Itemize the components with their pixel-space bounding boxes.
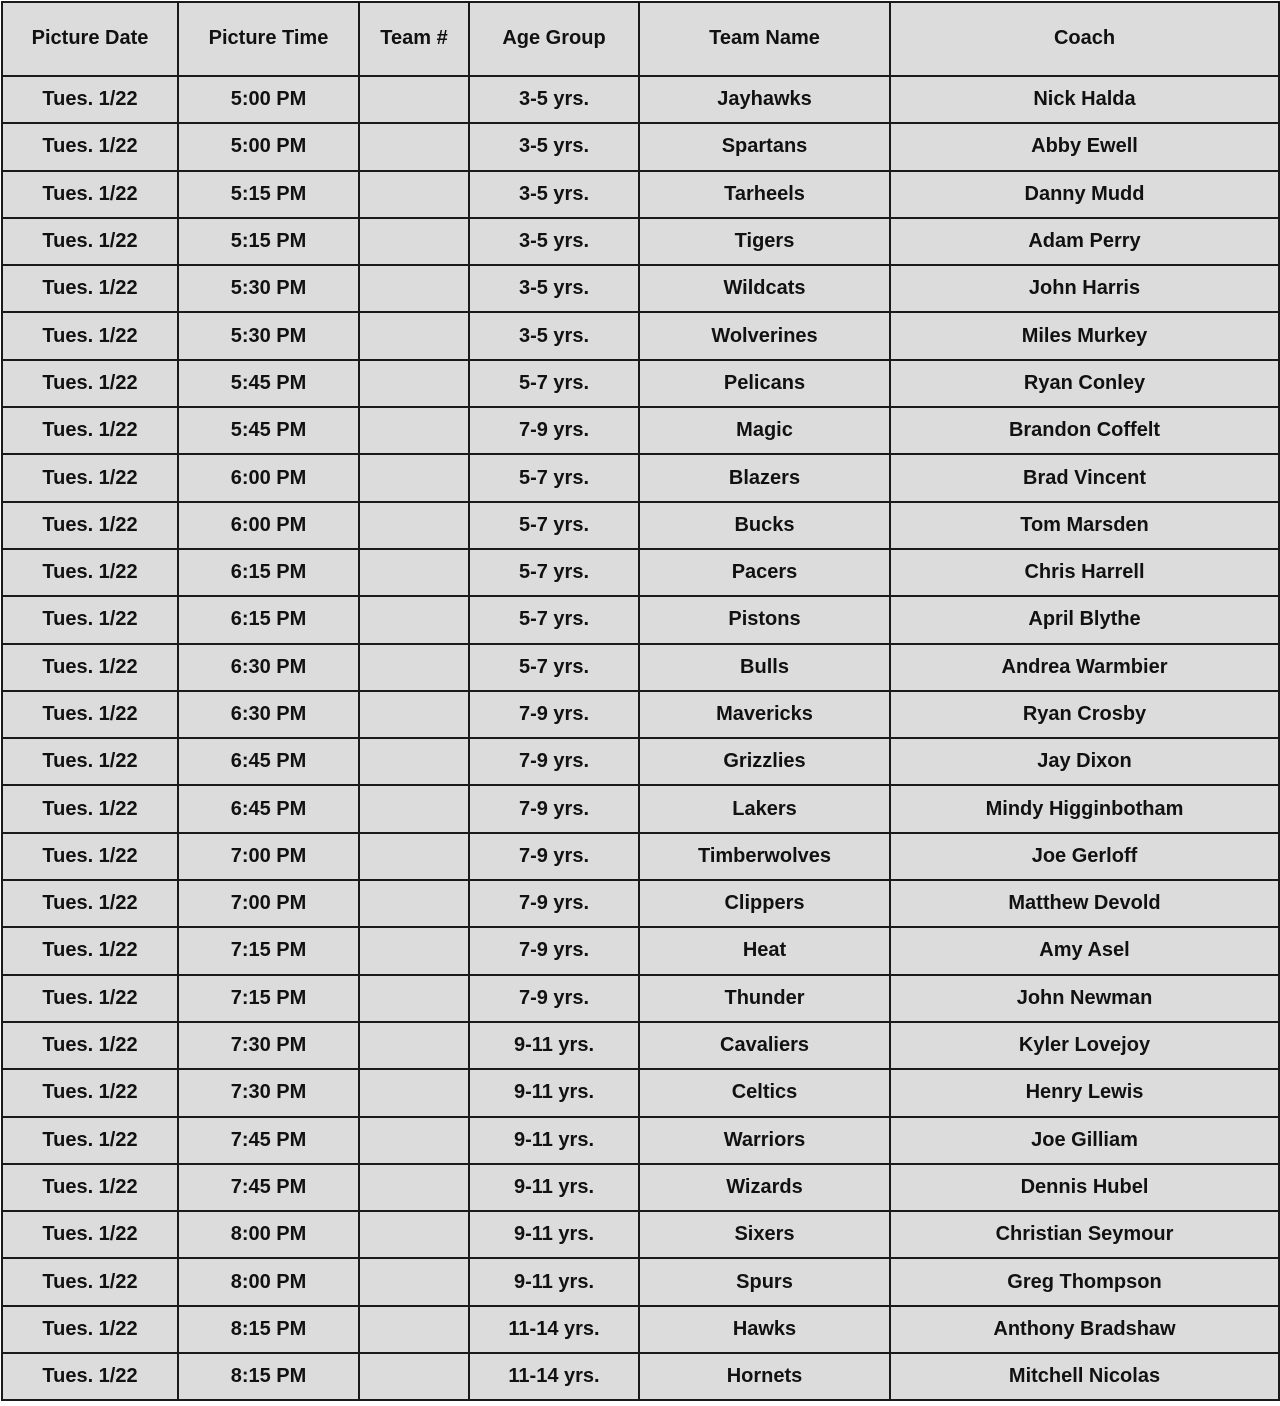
team-name-cell: Lakers [639, 785, 890, 832]
team-name-cell: Jayhawks [639, 76, 890, 123]
table-row [2, 833, 1279, 880]
team-name-cell: Sixers [639, 1211, 890, 1258]
table-row [2, 502, 1279, 549]
team-name-cell: Tigers [639, 218, 890, 265]
team-number-cell [359, 1306, 469, 1353]
header-coach: Coach [890, 2, 1279, 76]
age-group-cell: 9-11 yrs. [469, 1211, 639, 1258]
team-name-cell: Wolverines [639, 312, 890, 359]
header-picture-time: Picture Time [178, 2, 359, 76]
team-name-cell: Grizzlies [639, 738, 890, 785]
coach-cell: Brad Vincent [890, 454, 1279, 501]
picture-time-cell: 5:30 PM [178, 265, 359, 312]
coach-cell: Chris Harrell [890, 549, 1279, 596]
team-number-cell [359, 549, 469, 596]
age-group-cell: 3-5 yrs. [469, 312, 639, 359]
team-number-cell [359, 265, 469, 312]
team-name-cell: Hornets [639, 1353, 890, 1400]
coach-cell: Brandon Coffelt [890, 407, 1279, 454]
team-name-cell: Wizards [639, 1164, 890, 1211]
table-row [2, 785, 1279, 832]
picture-date-cell: Tues. 1/22 [2, 833, 178, 880]
team-name-cell: Spartans [639, 123, 890, 170]
picture-time-cell: 6:00 PM [178, 454, 359, 501]
coach-cell: Abby Ewell [890, 123, 1279, 170]
table-row [2, 76, 1279, 123]
team-number-cell [359, 1117, 469, 1164]
team-name-cell: Wildcats [639, 265, 890, 312]
team-name-cell: Warriors [639, 1117, 890, 1164]
team-number-cell [359, 1022, 469, 1069]
team-number-cell [359, 454, 469, 501]
table-row [2, 1353, 1279, 1400]
table-row [2, 1164, 1279, 1211]
team-number-cell [359, 1211, 469, 1258]
team-number-cell [359, 312, 469, 359]
picture-time-cell: 7:30 PM [178, 1069, 359, 1116]
coach-cell: Kyler Lovejoy [890, 1022, 1279, 1069]
team-number-cell [359, 1258, 469, 1305]
age-group-cell: 7-9 yrs. [469, 785, 639, 832]
age-group-cell: 7-9 yrs. [469, 927, 639, 974]
table-body [2, 76, 1279, 1400]
table-row [2, 1306, 1279, 1353]
coach-cell: Andrea Warmbier [890, 644, 1279, 691]
header-row [2, 2, 1279, 76]
picture-time-cell: 7:15 PM [178, 927, 359, 974]
picture-date-cell: Tues. 1/22 [2, 549, 178, 596]
picture-time-cell: 6:15 PM [178, 549, 359, 596]
team-number-cell [359, 975, 469, 1022]
age-group-cell: 9-11 yrs. [469, 1164, 639, 1211]
coach-cell: Christian Seymour [890, 1211, 1279, 1258]
picture-date-cell: Tues. 1/22 [2, 691, 178, 738]
team-name-cell: Timberwolves [639, 833, 890, 880]
picture-time-cell: 7:30 PM [178, 1022, 359, 1069]
table-row [2, 880, 1279, 927]
team-number-cell [359, 123, 469, 170]
picture-time-cell: 6:45 PM [178, 785, 359, 832]
age-group-cell: 7-9 yrs. [469, 407, 639, 454]
picture-time-cell: 7:45 PM [178, 1164, 359, 1211]
picture-time-cell: 8:15 PM [178, 1306, 359, 1353]
table-row [2, 454, 1279, 501]
team-name-cell: Magic [639, 407, 890, 454]
team-number-cell [359, 407, 469, 454]
age-group-cell: 5-7 yrs. [469, 360, 639, 407]
picture-date-cell: Tues. 1/22 [2, 1211, 178, 1258]
table-row [2, 691, 1279, 738]
coach-cell: Mitchell Nicolas [890, 1353, 1279, 1400]
picture-date-cell: Tues. 1/22 [2, 454, 178, 501]
coach-cell: Ryan Crosby [890, 691, 1279, 738]
team-name-cell: Bucks [639, 502, 890, 549]
age-group-cell: 11-14 yrs. [469, 1306, 639, 1353]
table-row [2, 218, 1279, 265]
picture-date-cell: Tues. 1/22 [2, 407, 178, 454]
age-group-cell: 3-5 yrs. [469, 218, 639, 265]
team-name-cell: Blazers [639, 454, 890, 501]
picture-time-cell: 5:45 PM [178, 407, 359, 454]
team-number-cell [359, 218, 469, 265]
picture-time-cell: 6:45 PM [178, 738, 359, 785]
picture-time-cell: 6:30 PM [178, 644, 359, 691]
picture-date-cell: Tues. 1/22 [2, 1117, 178, 1164]
age-group-cell: 7-9 yrs. [469, 738, 639, 785]
coach-cell: Dennis Hubel [890, 1164, 1279, 1211]
coach-cell: Miles Murkey [890, 312, 1279, 359]
age-group-cell: 9-11 yrs. [469, 1117, 639, 1164]
coach-cell: Anthony Bradshaw [890, 1306, 1279, 1353]
team-number-cell [359, 502, 469, 549]
coach-cell: Mindy Higginbotham [890, 785, 1279, 832]
table-row [2, 738, 1279, 785]
picture-time-cell: 5:00 PM [178, 76, 359, 123]
picture-date-cell: Tues. 1/22 [2, 1353, 178, 1400]
age-group-cell: 7-9 yrs. [469, 975, 639, 1022]
picture-date-cell: Tues. 1/22 [2, 312, 178, 359]
table-row [2, 549, 1279, 596]
picture-time-cell: 7:00 PM [178, 880, 359, 927]
team-number-cell [359, 927, 469, 974]
coach-cell: Joe Gerloff [890, 833, 1279, 880]
age-group-cell: 9-11 yrs. [469, 1258, 639, 1305]
picture-date-cell: Tues. 1/22 [2, 927, 178, 974]
schedule-table [1, 1, 1280, 1401]
picture-date-cell: Tues. 1/22 [2, 123, 178, 170]
picture-date-cell: Tues. 1/22 [2, 218, 178, 265]
picture-time-cell: 8:00 PM [178, 1211, 359, 1258]
picture-time-cell: 6:30 PM [178, 691, 359, 738]
team-number-cell [359, 76, 469, 123]
picture-date-cell: Tues. 1/22 [2, 738, 178, 785]
team-name-cell: Heat [639, 927, 890, 974]
picture-date-cell: Tues. 1/22 [2, 1258, 178, 1305]
age-group-cell: 9-11 yrs. [469, 1069, 639, 1116]
header-picture-date: Picture Date [2, 2, 178, 76]
age-group-cell: 3-5 yrs. [469, 171, 639, 218]
picture-date-cell: Tues. 1/22 [2, 360, 178, 407]
age-group-cell: 7-9 yrs. [469, 880, 639, 927]
age-group-cell: 9-11 yrs. [469, 1022, 639, 1069]
picture-date-cell: Tues. 1/22 [2, 171, 178, 218]
table-row [2, 407, 1279, 454]
table-row [2, 171, 1279, 218]
coach-cell: Matthew Devold [890, 880, 1279, 927]
table-row [2, 312, 1279, 359]
team-number-cell [359, 691, 469, 738]
table-row [2, 123, 1279, 170]
table-row [2, 1069, 1279, 1116]
picture-date-cell: Tues. 1/22 [2, 1306, 178, 1353]
header-team-number: Team # [359, 2, 469, 76]
team-number-cell [359, 833, 469, 880]
age-group-cell: 11-14 yrs. [469, 1353, 639, 1400]
team-name-cell: Pelicans [639, 360, 890, 407]
table-row [2, 265, 1279, 312]
team-number-cell [359, 738, 469, 785]
coach-cell: Danny Mudd [890, 171, 1279, 218]
team-number-cell [359, 1164, 469, 1211]
table-header [2, 2, 1279, 76]
coach-cell: April Blythe [890, 596, 1279, 643]
age-group-cell: 5-7 yrs. [469, 502, 639, 549]
team-name-cell: Mavericks [639, 691, 890, 738]
coach-cell: Jay Dixon [890, 738, 1279, 785]
table-row [2, 927, 1279, 974]
picture-time-cell: 6:00 PM [178, 502, 359, 549]
coach-cell: Joe Gilliam [890, 1117, 1279, 1164]
picture-date-cell: Tues. 1/22 [2, 1164, 178, 1211]
age-group-cell: 3-5 yrs. [469, 76, 639, 123]
table-row [2, 1117, 1279, 1164]
picture-date-cell: Tues. 1/22 [2, 76, 178, 123]
age-group-cell: 5-7 yrs. [469, 644, 639, 691]
picture-date-cell: Tues. 1/22 [2, 785, 178, 832]
table-row [2, 1211, 1279, 1258]
picture-date-cell: Tues. 1/22 [2, 975, 178, 1022]
coach-cell: Henry Lewis [890, 1069, 1279, 1116]
table-row [2, 1258, 1279, 1305]
coach-cell: Amy Asel [890, 927, 1279, 974]
table-row [2, 975, 1279, 1022]
coach-cell: Ryan Conley [890, 360, 1279, 407]
team-number-cell [359, 785, 469, 832]
picture-time-cell: 8:00 PM [178, 1258, 359, 1305]
picture-date-cell: Tues. 1/22 [2, 644, 178, 691]
coach-cell: Greg Thompson [890, 1258, 1279, 1305]
team-number-cell [359, 880, 469, 927]
header-team-name: Team Name [639, 2, 890, 76]
team-number-cell [359, 360, 469, 407]
team-name-cell: Clippers [639, 880, 890, 927]
team-name-cell: Hawks [639, 1306, 890, 1353]
picture-time-cell: 5:15 PM [178, 218, 359, 265]
age-group-cell: 7-9 yrs. [469, 691, 639, 738]
age-group-cell: 5-7 yrs. [469, 549, 639, 596]
coach-cell: John Harris [890, 265, 1279, 312]
coach-cell: Nick Halda [890, 76, 1279, 123]
team-number-cell [359, 596, 469, 643]
header-age-group: Age Group [469, 2, 639, 76]
team-name-cell: Bulls [639, 644, 890, 691]
team-name-cell: Tarheels [639, 171, 890, 218]
team-name-cell: Thunder [639, 975, 890, 1022]
table-row [2, 1022, 1279, 1069]
team-name-cell: Pistons [639, 596, 890, 643]
picture-time-cell: 5:15 PM [178, 171, 359, 218]
age-group-cell: 3-5 yrs. [469, 265, 639, 312]
picture-time-cell: 5:30 PM [178, 312, 359, 359]
picture-date-cell: Tues. 1/22 [2, 502, 178, 549]
team-name-cell: Pacers [639, 549, 890, 596]
picture-date-cell: Tues. 1/22 [2, 265, 178, 312]
team-name-cell: Spurs [639, 1258, 890, 1305]
team-name-cell: Celtics [639, 1069, 890, 1116]
age-group-cell: 3-5 yrs. [469, 123, 639, 170]
picture-date-cell: Tues. 1/22 [2, 1022, 178, 1069]
picture-time-cell: 7:00 PM [178, 833, 359, 880]
team-number-cell [359, 1353, 469, 1400]
age-group-cell: 5-7 yrs. [469, 454, 639, 501]
picture-time-cell: 8:15 PM [178, 1353, 359, 1400]
team-number-cell [359, 644, 469, 691]
coach-cell: John Newman [890, 975, 1279, 1022]
picture-date-cell: Tues. 1/22 [2, 1069, 178, 1116]
table-row [2, 596, 1279, 643]
coach-cell: Tom Marsden [890, 502, 1279, 549]
coach-cell: Adam Perry [890, 218, 1279, 265]
age-group-cell: 7-9 yrs. [469, 833, 639, 880]
table-row [2, 360, 1279, 407]
team-name-cell: Cavaliers [639, 1022, 890, 1069]
picture-time-cell: 5:45 PM [178, 360, 359, 407]
team-number-cell [359, 171, 469, 218]
picture-time-cell: 5:00 PM [178, 123, 359, 170]
picture-time-cell: 7:45 PM [178, 1117, 359, 1164]
picture-time-cell: 7:15 PM [178, 975, 359, 1022]
picture-time-cell: 6:15 PM [178, 596, 359, 643]
age-group-cell: 5-7 yrs. [469, 596, 639, 643]
picture-date-cell: Tues. 1/22 [2, 596, 178, 643]
team-number-cell [359, 1069, 469, 1116]
picture-date-cell: Tues. 1/22 [2, 880, 178, 927]
table-row [2, 644, 1279, 691]
